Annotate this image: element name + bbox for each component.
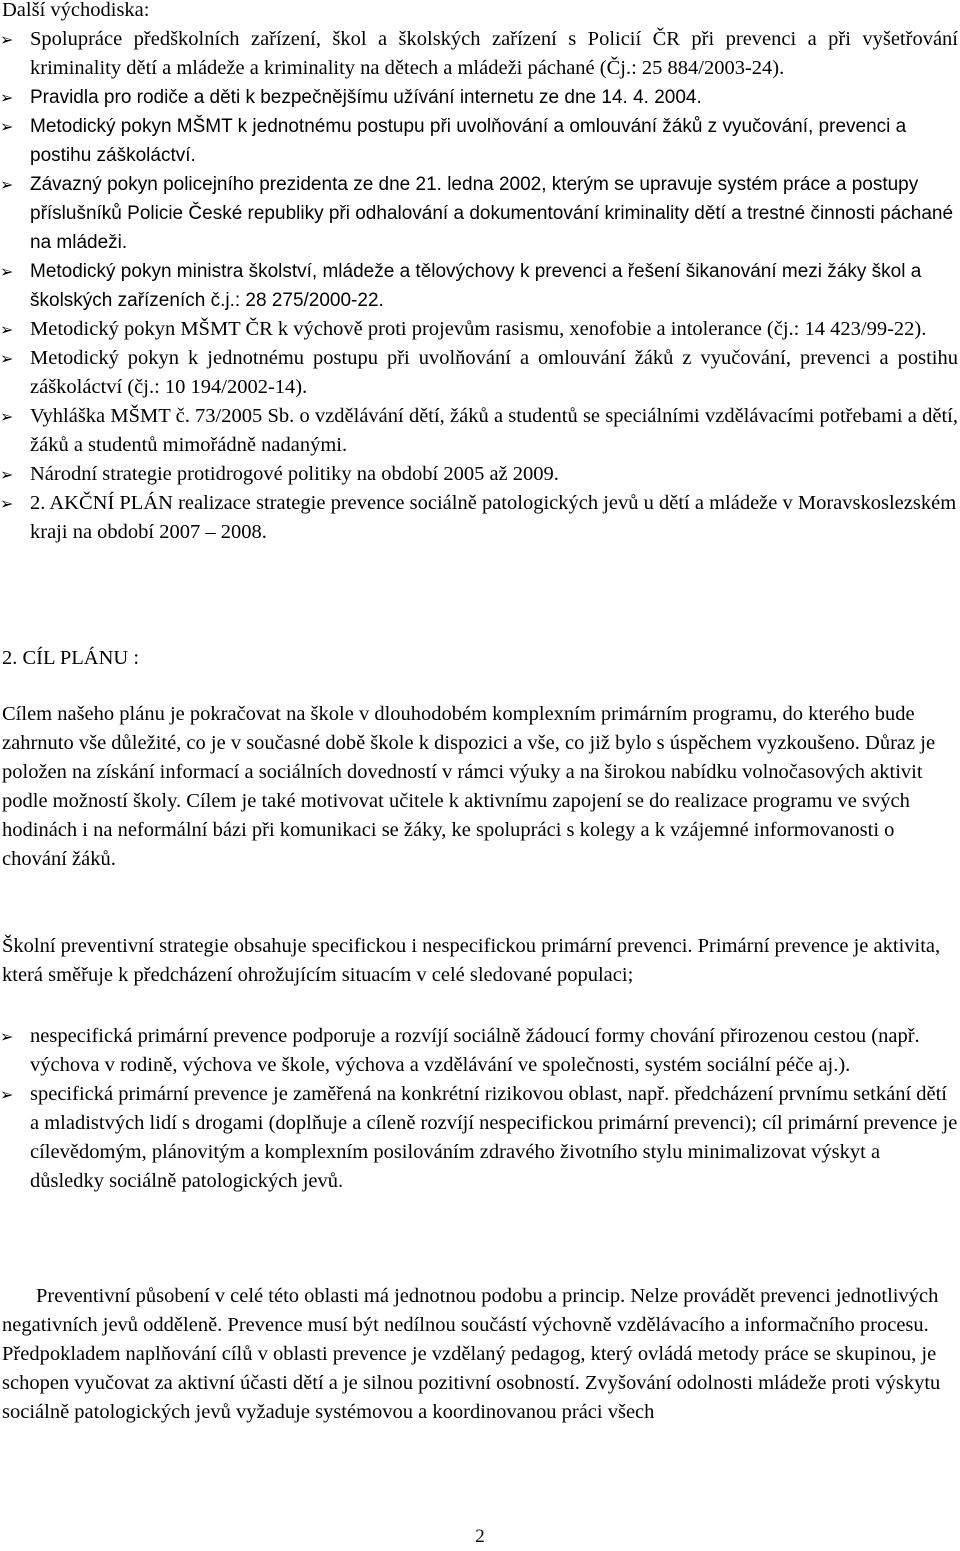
- list-item: ➢ Národní strategie protidrogové politiky na období 2005 až 2009.: [0, 460, 958, 489]
- list-item: ➢ Spolupráce předškolních zařízení, škol a školských zařízení s Policií ČR při prevenci a při vyšetřování kriminality dětí a mládeže a kriminality na dětech a mládeži páchané (Čj.: 25 884/2003-24).: [0, 25, 958, 83]
- sources-list: [0, 25, 958, 547]
- page-number: 2: [475, 1526, 485, 1547]
- arrowhead-bullet-icon: ➢: [0, 407, 14, 426]
- list-item: ➢ nespecifická primární prevence podporuje a rozvíjí sociálně žádoucí formy chování přirozenou cestou (např. výchova v rodině, výchova ve škole, výchova a vzdělávání ve společnosti, systém sociální péče aj.).: [0, 1022, 958, 1080]
- goal-paragraph: Cílem našeho plánu je pokračovat na škole v dlouhodobém komplexním primárním programu, do kterého bude zahrnuto vše důležité, co je v současné době škole k dispozici a vše, co již bylo s úspěchem vyzkoušeno. Důraz je položen na získání informací a sociálních dovedností v rámci výuky a na širokou nabídku volnočasových aktivit podle možností školy. Cílem je také motivovat učitele k aktivnímu zapojení se do realizace programu ve svých hodinách i na neformální bázi při komunikaci se žáky, ke spolupráci s kolegy a k vzájemné informovanosti o chování žáků.: [2, 703, 936, 870]
- list-item: ➢ Metodický pokyn MŠMT ČR k výchově proti projevům rasismu, xenofobie a intolerance (čj.: 14 423/99-22).: [0, 315, 958, 344]
- list-item: ➢ 2. AKČNÍ PLÁN realizace strategie prevence sociálně patologických jevů u dětí a mládeže v Moravskoslezském kraji na období 2007 – 2008.: [0, 489, 958, 547]
- section-number: 2.: [2, 647, 18, 669]
- arrowhead-bullet-icon: ➢: [0, 1027, 14, 1046]
- arrowhead-bullet-icon: ➢: [0, 494, 14, 513]
- list-item: ➢ Metodický pokyn MŠMT k jednotnému postupu při uvolňování a omlouvání žáků z vyučování, prevenci a postihu záškoláctví.: [0, 112, 958, 170]
- list-item: ➢ specifická primární prevence je zaměřená na konkrétní rizikovou oblast, např. předcházení prvnímu setkání dětí a mladistvých lidí s drogami (doplňuje a cíleně rozvíjí nespecifickou primární prevenci); cíl primární prevence je cílevědomým, plánovitým a komplexním posilováním zdravého životního stylu minimalizovat výskyt a důsledky sociálně patologických jevů.: [0, 1080, 958, 1196]
- arrowhead-bullet-icon: ➢: [0, 117, 14, 136]
- prevention-types-list: [0, 1022, 958, 1196]
- arrowhead-bullet-icon: ➢: [0, 465, 14, 484]
- arrowhead-bullet-icon: ➢: [0, 30, 14, 49]
- arrowhead-bullet-icon: ➢: [0, 349, 14, 368]
- list-item: ➢ Vyhláška MŠMT č. 73/2005 Sb. o vzdělávání dětí, žáků a studentů se speciálními vzdělávacími potřebami a dětí, žáků a studentů mimořádně nadanými.: [0, 402, 958, 460]
- arrowhead-bullet-icon: ➢: [0, 1085, 14, 1104]
- list-item: ➢ Pravidla pro rodiče a děti k bezpečnějšímu užívání internetu ze dne 14. 4. 2004.: [0, 83, 958, 112]
- list-item: ➢ Metodický pokyn k jednotnému postupu při uvolňování a omlouvání žáků z vyučování, prevenci a postihu záškoláctví (čj.: 10 194/2002-14).: [0, 344, 958, 402]
- section-heading: [2, 644, 958, 673]
- section-title: CÍL PLÁNU :: [22, 647, 140, 669]
- list-item: ➢ Metodický pokyn ministra školství, mládeže a tělovýchovy k prevenci a řešení šikanování mezi žáky škol a školských zařízeních č.j.: 28 275/2000-22.: [0, 257, 958, 315]
- strategy-paragraph: Školní preventivní strategie obsahuje specifickou i nespecifickou primární prevenci. Primární prevence je aktivita, která směřuje k předcházení ohrožujícím situacím v celé sledované populaci;: [2, 935, 941, 986]
- arrowhead-bullet-icon: ➢: [0, 320, 14, 339]
- arrowhead-bullet-icon: ➢: [0, 262, 14, 281]
- effect-paragraph: Preventivní působení v celé této oblasti má jednotnou podobu a princip. Nelze provádět prevenci jednotlivých negativních jevů odděleně. Prevence musí být nedílnou součástí výchovně vzdělávacího a informačního procesu. Předpokladem naplňování cílů v oblasti prevence je vzdělaný pedagog, který ovládá metody práce se skupinou, je schopen vyučovat za aktivní účasti dětí a je silnou pozitivní osobností. Zvyšování odolnosti mládeže proti výskytu sociálně patologických jevů vyžaduje systémovou a koordinovanou práci všech: [2, 1285, 941, 1423]
- list-item: ➢ Závazný pokyn policejního prezidenta ze dne 21. ledna 2002, kterým se upravuje systém práce a postupy příslušníků Policie České republiky při odhalování a dokumentování kriminality dětí a trestné činnosti páchané na mládeži.: [0, 170, 958, 257]
- arrowhead-bullet-icon: ➢: [0, 88, 14, 107]
- arrowhead-bullet-icon: ➢: [0, 175, 14, 194]
- intro-heading: Další východiska:: [2, 0, 150, 21]
